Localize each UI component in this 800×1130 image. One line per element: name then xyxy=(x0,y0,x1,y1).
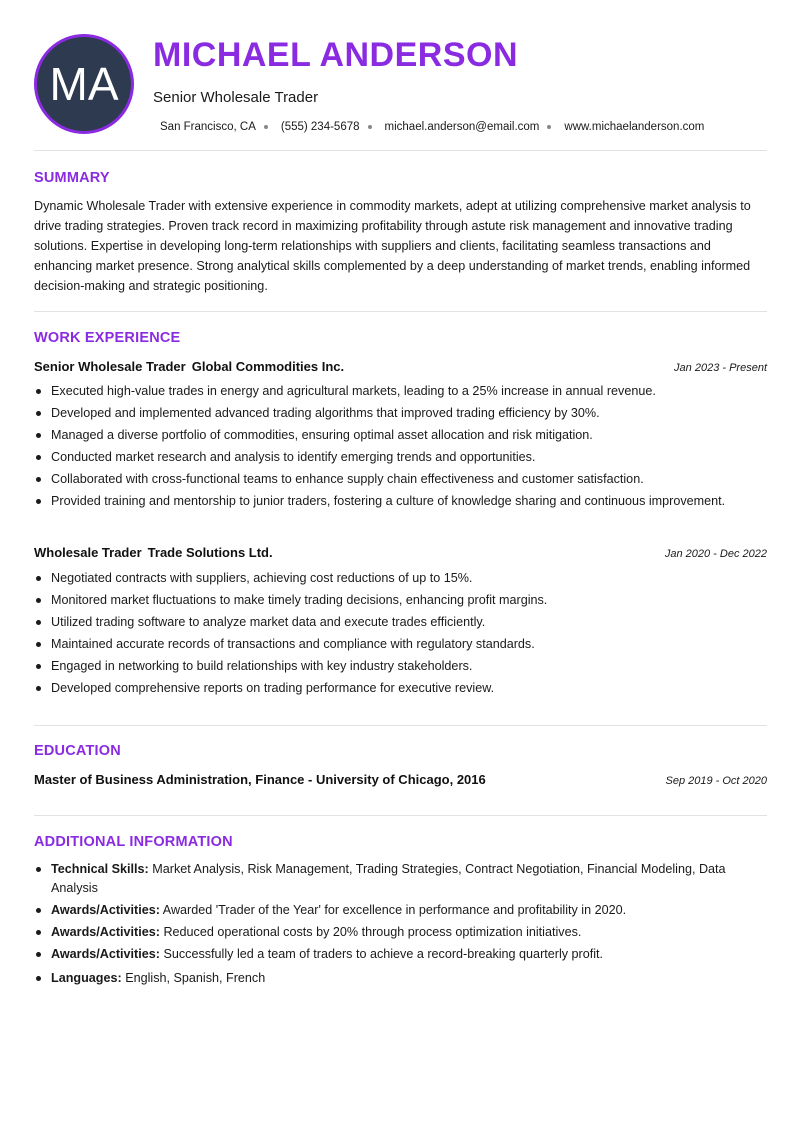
contact-phone-text: (555) 234-5678 xyxy=(280,121,360,133)
contact-location-text: San Francisco, CA xyxy=(160,121,256,133)
separator-dot xyxy=(368,125,372,129)
job-dates: Jan 2023 - Present xyxy=(674,362,767,374)
job-role: Senior Wholesale Trader xyxy=(34,359,186,374)
list-item: Conducted market research and analysis to identify emerging trends and opportunities. xyxy=(34,448,767,467)
list-item: Developed comprehensive reports on trading performance for executive review. xyxy=(34,679,767,698)
separator-dot xyxy=(264,125,268,129)
job-company: Trade Solutions Ltd. xyxy=(147,545,273,560)
list-item xyxy=(34,945,767,964)
divider xyxy=(34,815,767,816)
list-item: Monitored market fluctuations to make timely trading decisions, enhancing profit margins. xyxy=(34,591,767,610)
education-heading: EDUCATION xyxy=(34,743,121,759)
item-label: Technical Skills: xyxy=(51,862,149,876)
item-label: Awards/Activities: xyxy=(51,947,160,961)
divider xyxy=(34,725,767,726)
list-item xyxy=(34,969,767,988)
avatar-initials: MA xyxy=(49,58,119,110)
item-text: Successfully led a team of traders to achieve a record-breaking quarterly profit. xyxy=(163,947,604,961)
item-text: Awarded 'Trader of the Year' for excellence in performance and profitability in 2020. xyxy=(162,903,627,917)
resume-header xyxy=(34,0,767,150)
list-item xyxy=(34,901,767,920)
candidate-title: Senior Wholesale Trader xyxy=(153,89,319,106)
divider xyxy=(34,150,767,151)
contact-email xyxy=(385,121,565,133)
contact-website-text: www.michaelanderson.com xyxy=(564,121,705,133)
contact-phone xyxy=(281,121,385,133)
item-text: English, Spanish, French xyxy=(125,971,266,985)
list-item: Negotiated contracts with suppliers, achieving cost reductions of up to 15%. xyxy=(34,569,767,588)
divider xyxy=(34,311,767,312)
work-experience-heading: WORK EXPERIENCE xyxy=(34,330,181,346)
list-item: Utilized trading software to analyze market data and execute trades efficiently. xyxy=(34,613,767,632)
job-bullets xyxy=(34,382,767,514)
job-bullets xyxy=(34,569,767,701)
item-label: Awards/Activities: xyxy=(51,903,160,917)
summary-heading: SUMMARY xyxy=(34,170,110,186)
item-label: Languages: xyxy=(51,971,122,985)
avatar xyxy=(34,34,134,134)
contact-info xyxy=(160,121,704,133)
list-item: Engaged in networking to build relationships with key industry stakeholders. xyxy=(34,657,767,676)
separator-dot xyxy=(547,125,551,129)
education-degree: Master of Business Administration, Finance - University of Chicago, 2016 xyxy=(34,772,486,787)
item-text: Market Analysis, Risk Management, Trading Strategies, Contract Negotiation, Financial Modeling, Data Analysis xyxy=(51,862,726,895)
job-company: Global Commodities Inc. xyxy=(191,359,345,374)
education-dates: Sep 2019 - Oct 2020 xyxy=(665,775,767,787)
job-header xyxy=(34,359,767,374)
additional-info-list xyxy=(34,860,767,991)
job-title-company xyxy=(34,545,273,560)
list-item xyxy=(34,923,767,942)
contact-email-text: michael.anderson@email.com xyxy=(384,121,540,133)
job-title-company xyxy=(34,359,344,374)
item-text: Reduced operational costs by 20% through process optimization initiatives. xyxy=(163,925,582,939)
resume-page xyxy=(34,0,767,985)
summary-text: Dynamic Wholesale Trader with extensive experience in commodity markets, adept at utilizing comprehensive market analysis to drive trading strategies. Proven track record in maximizing profitability through astute risk management and innovative trading solutions. Expertise in developing long-term relationships with suppliers and clients, facilitating seamless transactions and enhancing market presence. Strong analytical skills complemented by a deep understanding of market trends, enabling informed decision-making and strategic positioning. xyxy=(34,199,751,293)
list-item xyxy=(34,860,767,898)
list-item: Collaborated with cross-functional teams to enhance supply chain effectiveness and customer satisfaction. xyxy=(34,470,767,489)
item-label: Awards/Activities: xyxy=(51,925,160,939)
list-item: Maintained accurate records of transactions and compliance with regulatory standards. xyxy=(34,635,767,654)
job-role: Wholesale Trader xyxy=(34,545,142,560)
contact-location xyxy=(160,121,281,133)
candidate-name: MICHAEL ANDERSON xyxy=(153,36,519,74)
education-entry xyxy=(34,772,767,787)
contact-website xyxy=(564,121,704,133)
additional-info-heading: ADDITIONAL INFORMATION xyxy=(34,834,233,850)
list-item: Developed and implemented advanced trading algorithms that improved trading efficiency by 30%. xyxy=(34,404,767,423)
list-item: Executed high-value trades in energy and agricultural markets, leading to a 25% increase in annual revenue. xyxy=(34,382,767,401)
list-item: Provided training and mentorship to junior traders, fostering a culture of knowledge sharing and continuous improvement. xyxy=(34,492,767,511)
job-header xyxy=(34,545,767,560)
list-item: Managed a diverse portfolio of commodities, ensuring optimal asset allocation and risk mitigation. xyxy=(34,426,767,445)
job-dates: Jan 2020 - Dec 2022 xyxy=(664,548,767,560)
